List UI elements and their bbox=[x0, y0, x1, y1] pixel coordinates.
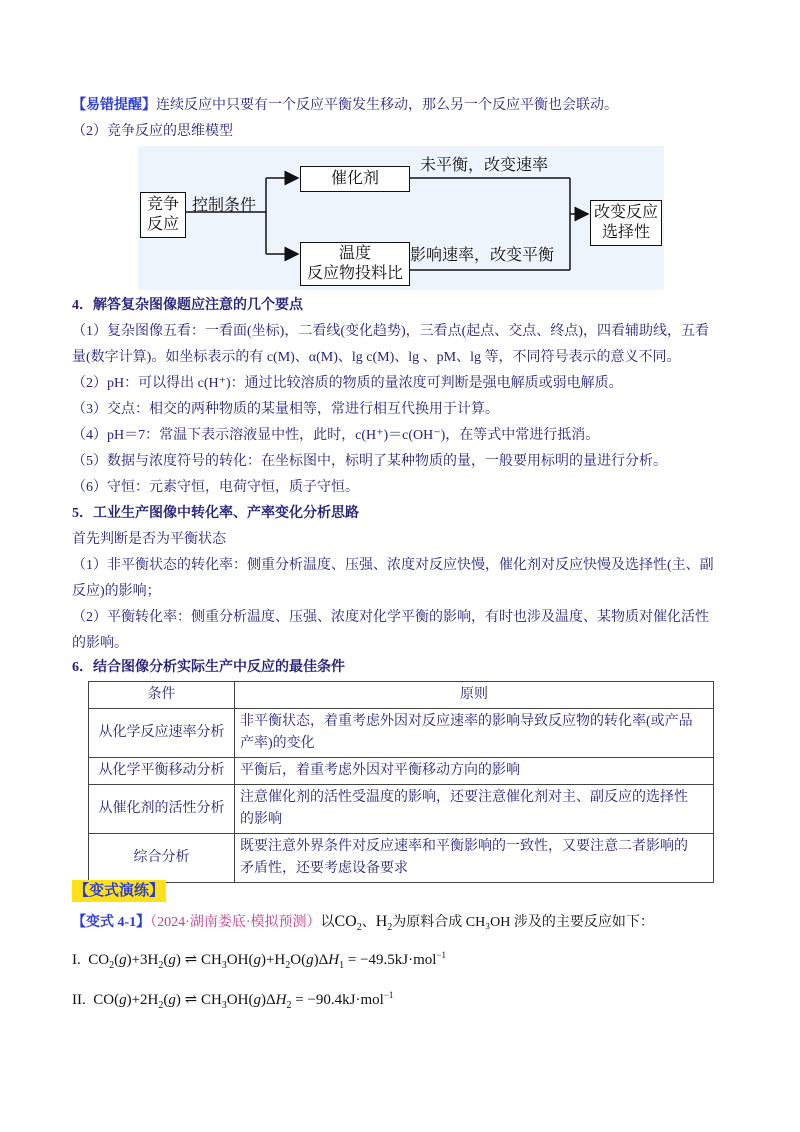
s4-p1-line2: 量(数字计算)。如坐标表示的有 c(M)、α(M)、lg c(M)、lg 、pM、lg 等，不同符号表示的意义不同。 bbox=[72, 350, 681, 365]
practice-section-title: 【变式演练】 bbox=[72, 880, 166, 902]
s4-title: 4．解答复杂图像题应注意的几个要点 bbox=[72, 298, 303, 313]
question-separator: 、 bbox=[361, 915, 376, 930]
table-header-principle: 原则 bbox=[235, 682, 714, 709]
s5-p2-line1: （2）平衡转化率：侧重分析温度、压强、浓度对化学平衡的影响，有时也涉及温度、某物质对催化活性 bbox=[72, 610, 709, 625]
box-feed-ratio-label: 反应物投料比 bbox=[306, 265, 403, 282]
box-temperature-ratio bbox=[300, 242, 410, 286]
table-cell-condition: 从催化剂的活性分析 bbox=[89, 785, 235, 834]
question-source: （2024·湖南娄底·模拟预测） bbox=[150, 915, 321, 930]
s4-p3: （3）交点：相交的两种物质的某量相等，常进行相互代换用于计算。 bbox=[72, 402, 499, 417]
principle-line: 注意催化剂的活性受温度的影响，还要注意催化剂对主、副反应的选择性 bbox=[240, 790, 688, 805]
best-conditions-table bbox=[88, 681, 714, 883]
principle-line: 既要注意外界条件对反应速率和平衡影响的一致性，又要注意二者影响的 bbox=[240, 839, 688, 854]
box-competitive-reaction-label: 竞争反应 bbox=[146, 196, 179, 233]
table-header-condition: 条件 bbox=[89, 682, 235, 709]
table-row bbox=[89, 758, 714, 785]
s5-p2-line2: 的影响。 bbox=[72, 636, 128, 651]
s5-p1-line2: 反应)的影响； bbox=[72, 584, 161, 599]
box-catalyst: 催化剂 bbox=[300, 166, 410, 192]
table-cell-condition: 从化学反应速率分析 bbox=[89, 709, 235, 758]
s5-p1-line1: （1）非平衡状态的转化率：侧重分析温度、压强、浓度对反应快慢，催化剂对反应快慢及选择性(主、副 bbox=[72, 558, 714, 573]
formula-h2: $H_2$ bbox=[375, 913, 393, 934]
equation-2: II. $CO(g)+2H_2(g)$ ⇌ $CH_3OH(g)\Delta H_2 = -90.4kJ\cdot mol^{-1}$ bbox=[72, 990, 394, 1011]
box-change-selectivity-label: 改变反应选择性 bbox=[593, 204, 658, 241]
table-row bbox=[89, 709, 714, 758]
table-header-row bbox=[89, 682, 714, 709]
formula-co2: $CO_2$ bbox=[334, 913, 362, 934]
tip-text: 连续反应中只要有一个反应平衡发生移动，那么另一个反应平衡也会联动。 bbox=[156, 98, 618, 113]
box-competitive-reaction bbox=[140, 192, 186, 238]
box-temperature-label: 温度 bbox=[338, 245, 371, 262]
note-affect-rate-equilibrium: 影响速率，改变平衡 bbox=[410, 247, 555, 264]
s4-p5: （5）数据与浓度符号的转化：在坐标图中，标明了某种物质的量，一般要用标明的量进行分析。 bbox=[72, 454, 667, 469]
competition-reaction-diagram bbox=[138, 146, 664, 290]
s5-intro: 首先判断是否为平衡状态 bbox=[72, 532, 226, 547]
principle-line: 的影响 bbox=[240, 812, 282, 827]
equation-2-label: II. bbox=[72, 992, 86, 1008]
equation-1-dh: −49.5kJ·mol bbox=[360, 952, 437, 968]
table-row bbox=[89, 785, 714, 834]
label-control-conditions: 控制条件 bbox=[192, 197, 257, 214]
s4-p1-line1: （1）复杂图像五看：一看面(坐标)，二看线(变化趋势)，三看点(起点、交点、终点)，四看辅助线，五看 bbox=[72, 324, 709, 339]
table-cell-principle bbox=[235, 834, 714, 883]
equation-1: I. $CO_2(g)+3H_2(g)$ ⇌ $CH_3OH(g)+H_2O(g)\Delta H_1 = -49.5kJ\cdot mol^{-1}$ bbox=[72, 950, 447, 971]
principle-line: 平衡后，着重考虑外因对平衡移动方向的影响 bbox=[240, 763, 520, 778]
s6-title: 6．结合图像分析实际生产中反应的最佳条件 bbox=[72, 660, 345, 675]
table-row bbox=[89, 834, 714, 883]
s4-p4: （4）pH＝7：常温下表示溶液显中性，此时，c(H⁺)＝c(OH⁻)，在等式中常进行抵消。 bbox=[72, 428, 600, 443]
box-change-selectivity bbox=[590, 200, 662, 246]
table-cell-condition: 综合分析 bbox=[89, 834, 235, 883]
principle-line: 矛盾性，还要考虑设备要求 bbox=[240, 861, 408, 876]
principle-line: 产率)的变化 bbox=[240, 736, 315, 751]
note-not-equilibrium: 未平衡，改变速率 bbox=[420, 157, 549, 174]
question-tag: 【变式 4-1】 bbox=[72, 915, 151, 930]
equation-2-dh: −90.4kJ·mol bbox=[307, 992, 384, 1008]
s5-title: 5．工业生产图像中转化率、产率变化分析思路 bbox=[72, 506, 359, 521]
question-text-a: 以 bbox=[320, 915, 335, 930]
tip-line bbox=[72, 96, 618, 116]
practice-question bbox=[72, 912, 654, 938]
table-cell-principle bbox=[235, 785, 714, 834]
table-cell-principle bbox=[235, 709, 714, 758]
question-text-b: 为原料合成 CH₃OH 涉及的主要反应如下： bbox=[392, 915, 654, 930]
s4-p6: （6）守恒：元素守恒，电荷守恒，质子守恒。 bbox=[72, 480, 359, 495]
subhead-competitive-model: （2）竞争反应的思维模型 bbox=[72, 124, 233, 139]
principle-line: 非平衡状态，着重考虑外因对反应速率的影响导致反应物的转化率(或产品 bbox=[240, 714, 693, 729]
s4-p2: （2）pH：可以得出 c(H⁺)：通过比较溶质的物质的量浓度可判断是强电解质或弱电解质。 bbox=[72, 376, 623, 391]
table-cell-principle bbox=[235, 758, 714, 785]
table-cell-condition: 从化学平衡移动分析 bbox=[89, 758, 235, 785]
tip-tag: 【易错提醒】 bbox=[72, 98, 156, 113]
equation-1-label: I. bbox=[72, 952, 81, 968]
